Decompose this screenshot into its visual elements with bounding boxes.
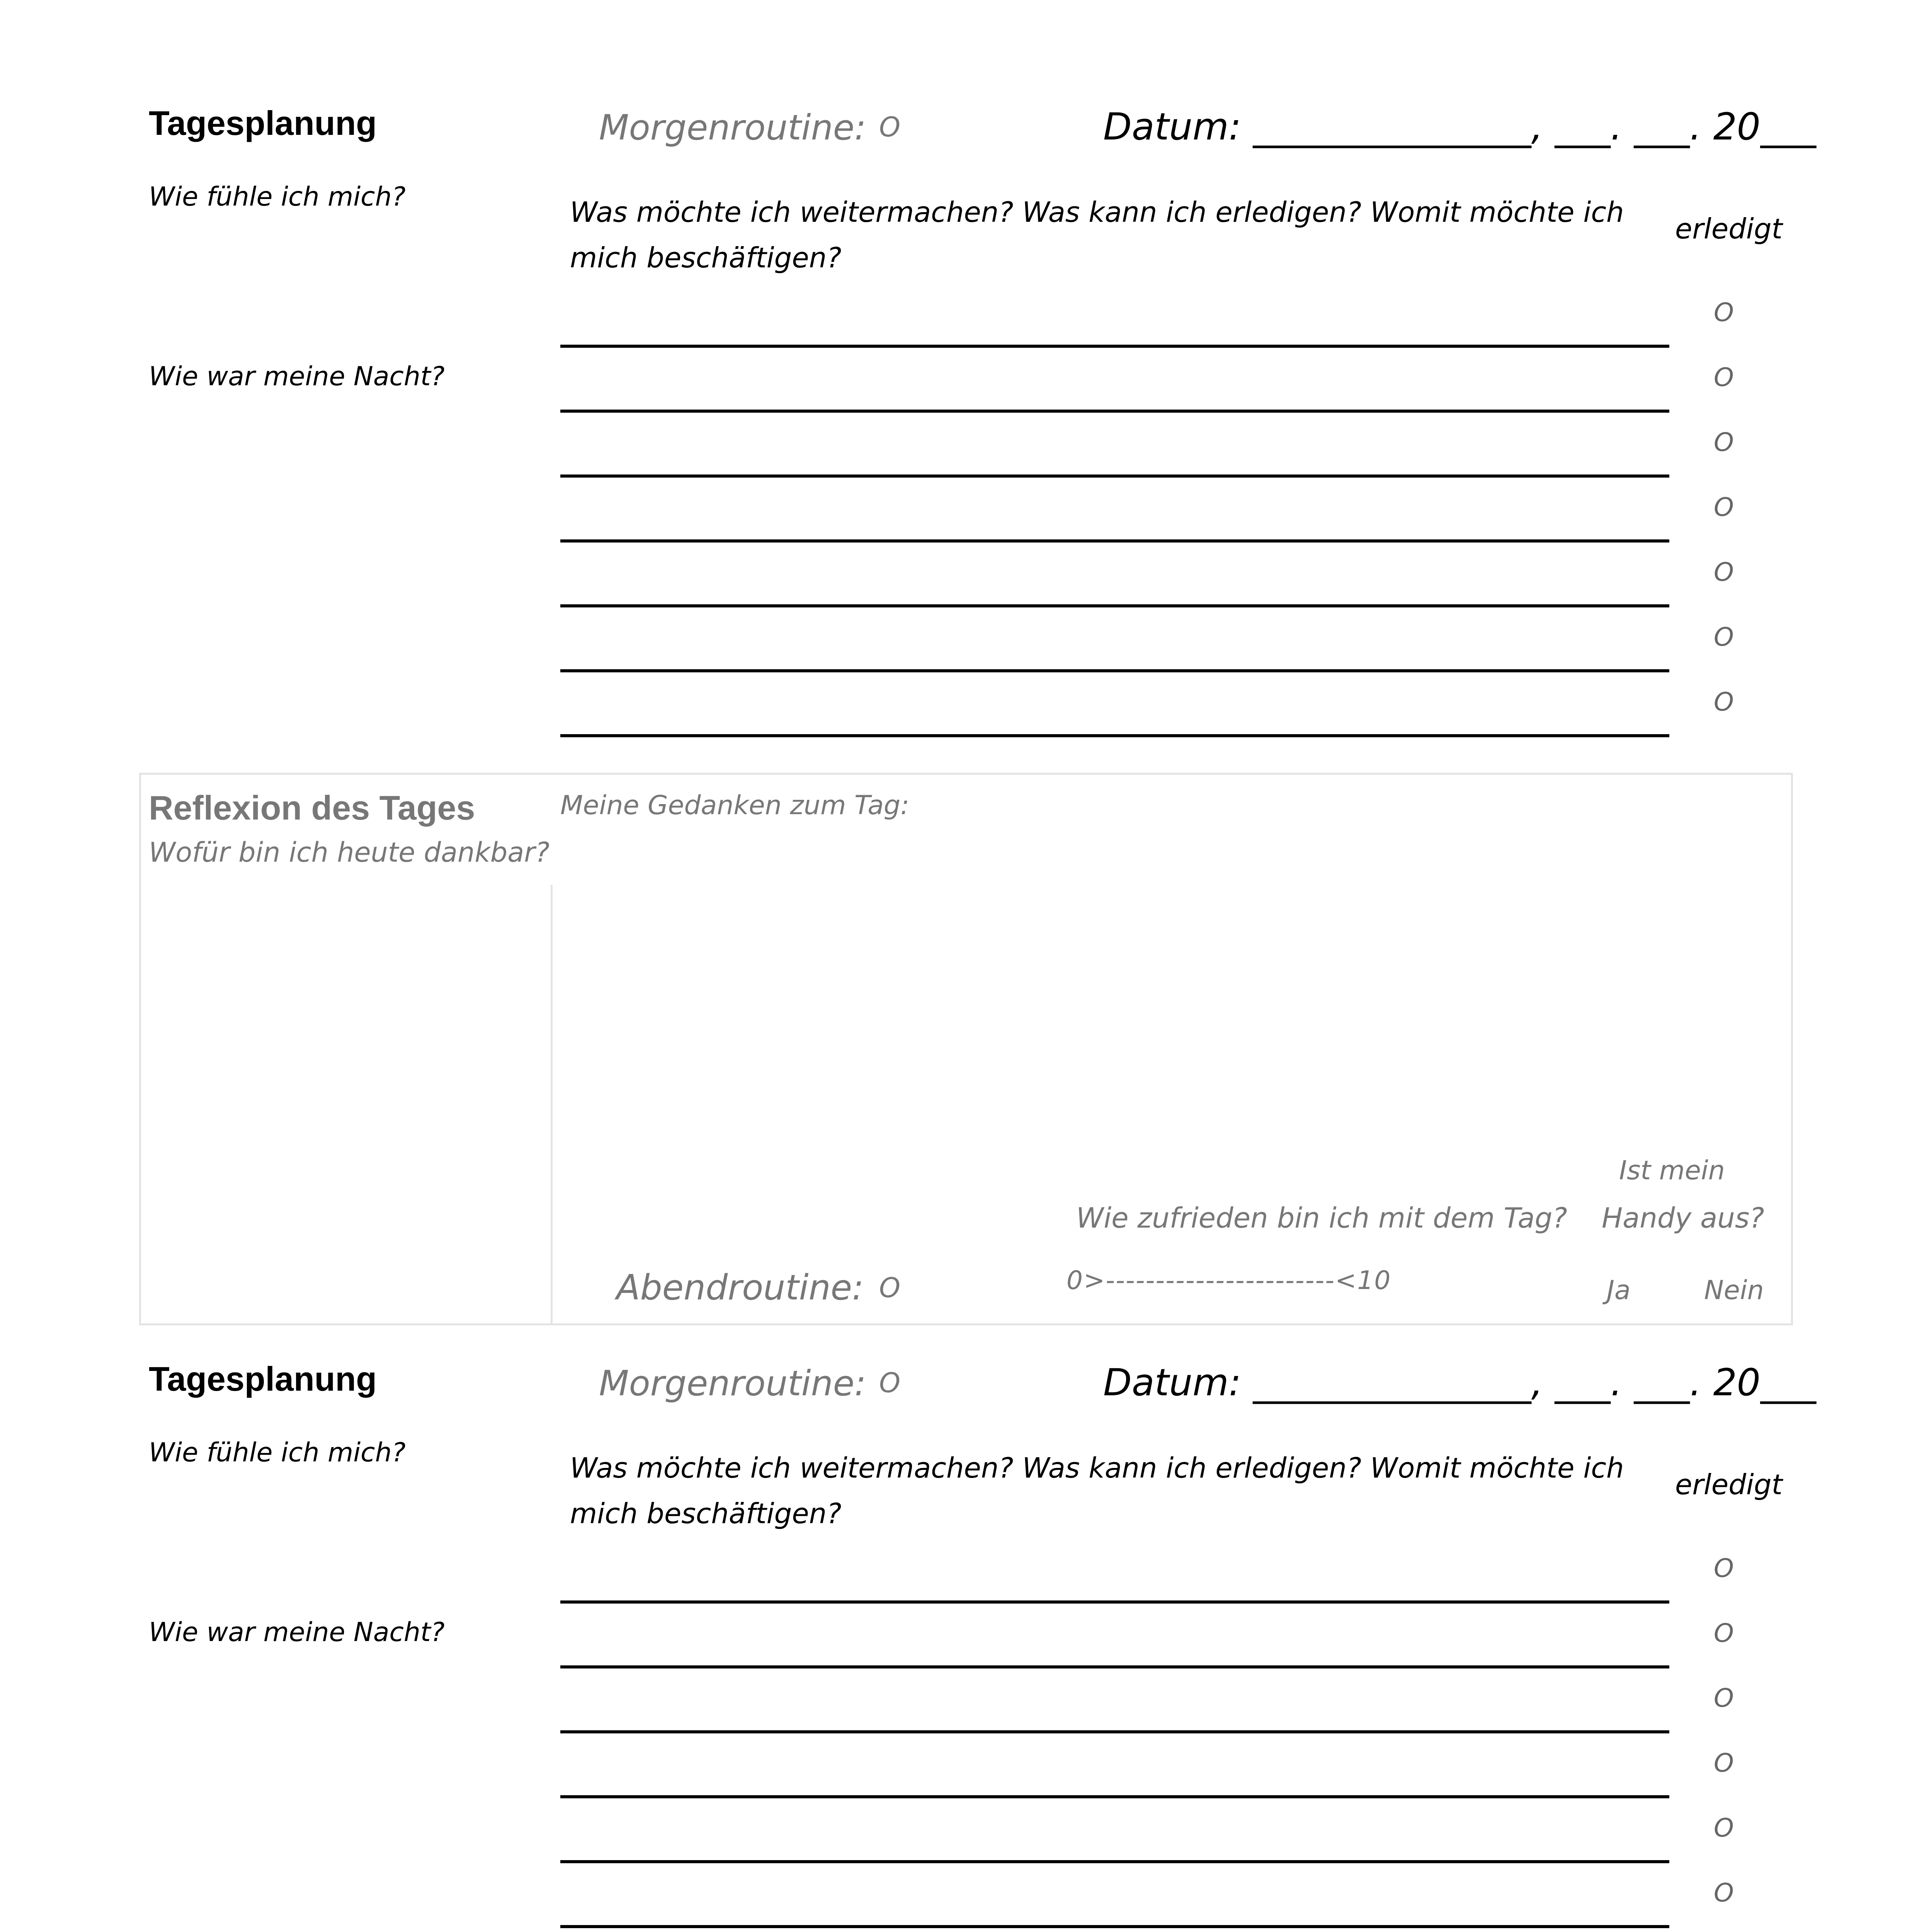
done-column-label: erledigt (1675, 213, 1783, 245)
grateful-question: Wofür bin ich heute dankbar? (149, 837, 550, 868)
feel-question: Wie fühle ich mich? (149, 182, 406, 212)
task-line[interactable] (560, 1860, 1669, 1863)
date-field[interactable]: Datum: _______________, ___. ___. 20___ (1103, 105, 1816, 148)
phone-question-line2: Handy aus? (1602, 1202, 1764, 1234)
task-line[interactable] (560, 734, 1669, 737)
task-done-checkbox[interactable]: O (1714, 427, 1734, 457)
task-line[interactable] (560, 1795, 1669, 1798)
task-done-checkbox[interactable]: O (1714, 1683, 1734, 1713)
tasks-question: Was möchte ich weitermachen? Was kann ich erledigen? Womit möchte ich mich beschäftigen? (570, 196, 1624, 274)
planning-title: Tagesplanung (149, 1360, 377, 1398)
evening-routine-checkbox[interactable]: O (879, 1272, 901, 1304)
task-done-checkbox[interactable]: O (1714, 687, 1734, 717)
night-question: Wie war meine Nacht? (149, 361, 445, 392)
task-done-checkbox[interactable]: O (1714, 362, 1734, 392)
day-block (0, 1256, 1917, 1932)
task-line[interactable] (560, 539, 1669, 543)
task-line[interactable] (560, 1665, 1669, 1668)
task-done-checkbox[interactable]: O (1714, 1618, 1734, 1648)
phone-no-option[interactable]: Nein (1704, 1275, 1764, 1306)
task-done-checkbox[interactable]: O (1714, 298, 1734, 327)
task-done-checkbox[interactable]: O (1714, 1553, 1734, 1583)
task-done-checkbox[interactable]: O (1714, 557, 1734, 587)
tasks-question: Was möchte ich weitermachen? Was kann ich erledigen? Womit möchte ich mich beschäftigen? (570, 1452, 1624, 1530)
task-done-checkbox[interactable]: O (1714, 622, 1734, 652)
task-done-checkbox[interactable]: O (1714, 1813, 1734, 1843)
morning-routine-checkbox[interactable]: O (879, 111, 901, 143)
evening-routine-label: Abendroutine: (616, 1267, 864, 1308)
reflection-title: Reflexion des Tages (149, 789, 475, 827)
task-line[interactable] (560, 410, 1669, 413)
thoughts-label: Meine Gedanken zum Tag: (560, 790, 910, 821)
task-line[interactable] (560, 604, 1669, 607)
night-question: Wie war meine Nacht? (149, 1617, 445, 1648)
task-line[interactable] (560, 345, 1669, 348)
task-line[interactable] (560, 1600, 1669, 1604)
morning-routine-label: Morgenroutine: (599, 107, 866, 148)
feel-question: Wie fühle ich mich? (149, 1437, 406, 1468)
task-line[interactable] (560, 1925, 1669, 1928)
task-line[interactable] (560, 669, 1669, 672)
phone-yes-option[interactable]: Ja (1607, 1275, 1631, 1306)
morning-routine-label: Morgenroutine: (599, 1363, 866, 1404)
task-done-checkbox[interactable]: O (1714, 492, 1734, 522)
planning-title: Tagesplanung (149, 104, 377, 142)
task-line[interactable] (560, 1730, 1669, 1733)
morning-routine-checkbox[interactable]: O (879, 1367, 901, 1399)
date-field[interactable]: Datum: _______________, ___. ___. 20___ (1103, 1361, 1816, 1404)
task-done-checkbox[interactable]: O (1714, 1748, 1734, 1778)
phone-question-line1: Ist mein (1619, 1155, 1725, 1186)
task-line[interactable] (560, 474, 1669, 478)
satisfaction-scale[interactable]: 0>-----------------------<10 (1067, 1265, 1391, 1295)
task-done-checkbox[interactable]: O (1714, 1878, 1734, 1908)
done-column-label: erledigt (1675, 1468, 1783, 1501)
satisfaction-question: Wie zufrieden bin ich mit dem Tag? (1076, 1202, 1567, 1234)
